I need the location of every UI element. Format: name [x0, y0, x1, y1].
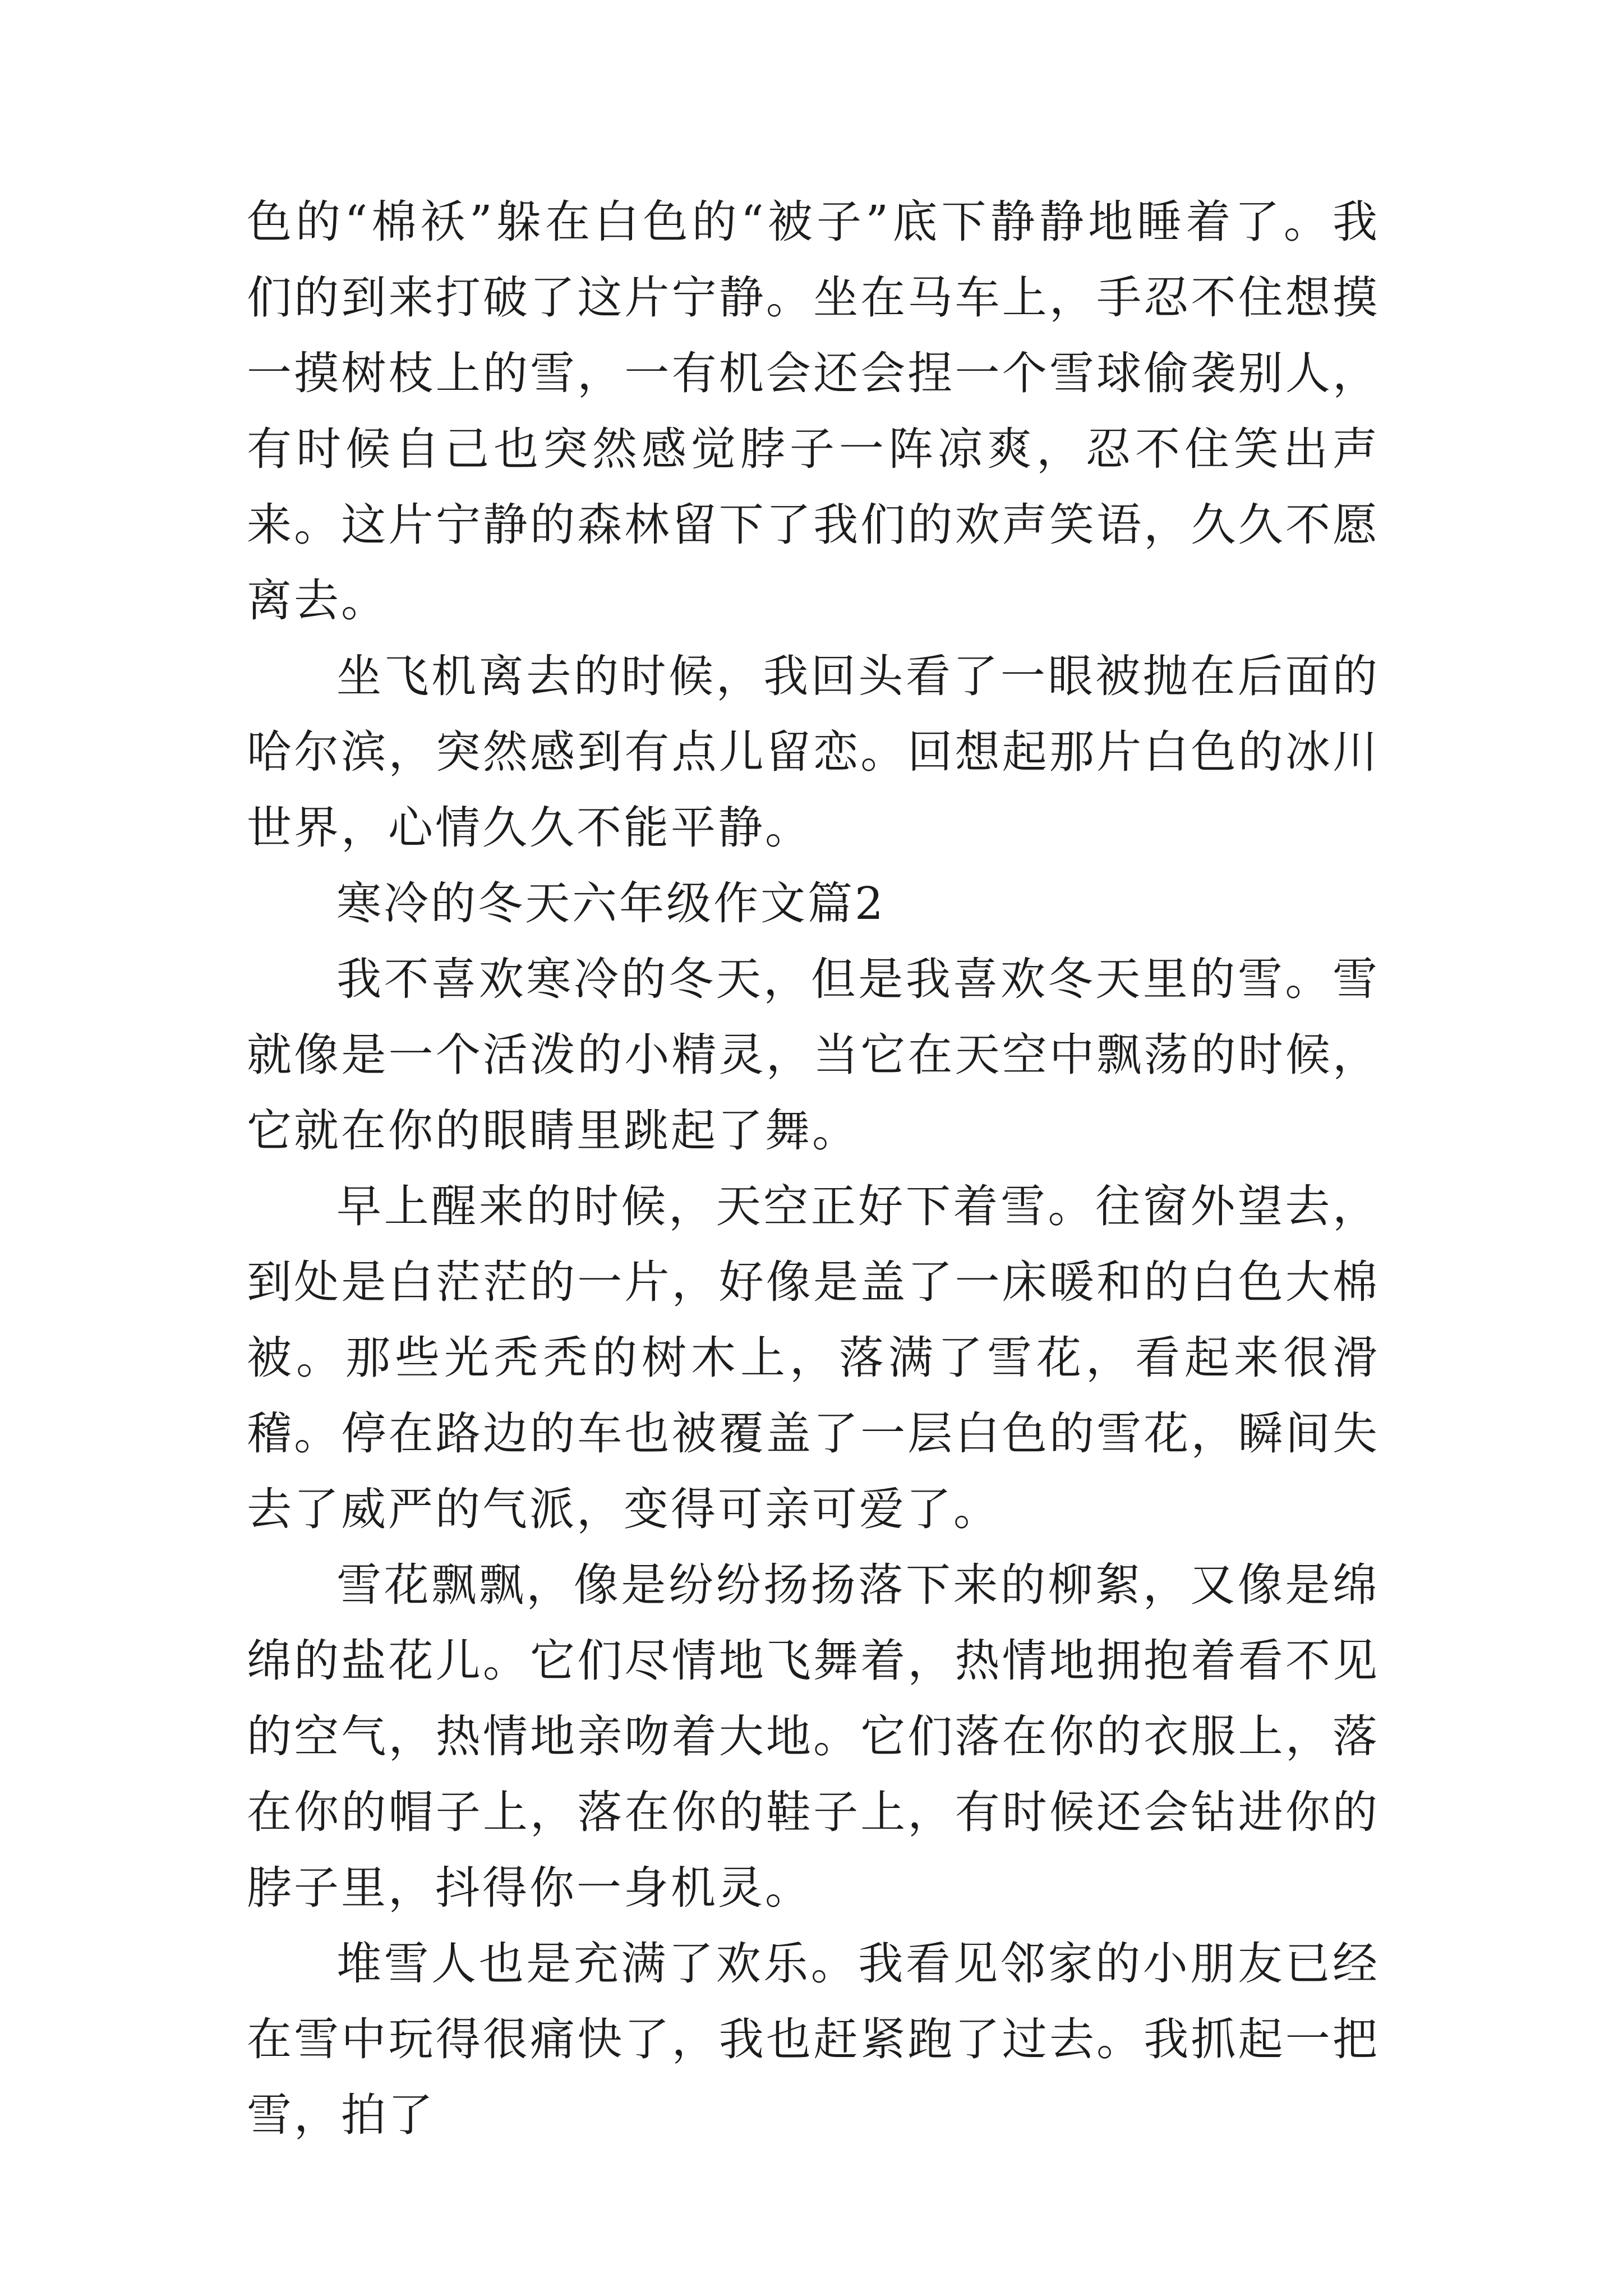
paragraph: 早上醒来的时候，天空正好下着雪。往窗外望去，到处是白茫茫的一片，好像是盖了一床暖和的白色大棉被。那些光秃秃的树木上，落满了雪花，看起来很滑稽。停在路边的车也被覆盖了一层白色的雪花，瞬间失去了威严的气派，变得可亲可爱了。: [247, 1180, 1380, 1535]
paragraph: 雪花飘飘，像是纷纷扬扬落下来的柳絮，又像是绵绵的盐花儿。它们尽情地飞舞着，热情地拥抱着看不见的空气，热情地亲吻着大地。它们落在你的衣服上，落在你的帽子上，落在你的鞋子上，有时候还会钻进你的脖子里，抖得你一身机灵。: [247, 1559, 1380, 1914]
paragraph: 坐飞机离去的时候，我回头看了一眼被抛在后面的哈尔滨，突然感到有点儿留恋。回想起那片白色的冰川世界，心情久久不能平静。: [247, 650, 1380, 854]
section-heading: 寒冷的冬天六年级作文篇2: [336, 877, 886, 930]
paragraph-continuation: 色的“棉袄”躲在白色的“被子”底下静静地睡着了。我们的到来打破了这片宁静。坐在马车上，手忍不住想摸一摸树枝上的雪，一有机会还会捏一个雪球偷袭别人，有时候自己也突然感觉脖子一阵凉爽，忍不住笑出声来。这片宁静的森林留下了我们的欢声笑语，久久不愿离去。: [247, 196, 1380, 627]
paragraph: 我不喜欢寒冷的冬天，但是我喜欢冬天里的雪。雪就像是一个活泼的小精灵，当它在天空中飘荡的时候，它就在你的眼睛里跳起了舞。: [247, 953, 1380, 1157]
paragraph: 堆雪人也是充满了欢乐。我看见邻家的小朋友已经在雪中玩得很痛快了，我也赶紧跑了过去。我抓起一把雪，拍了: [247, 1938, 1380, 2141]
article-body: [247, 184, 1380, 2153]
